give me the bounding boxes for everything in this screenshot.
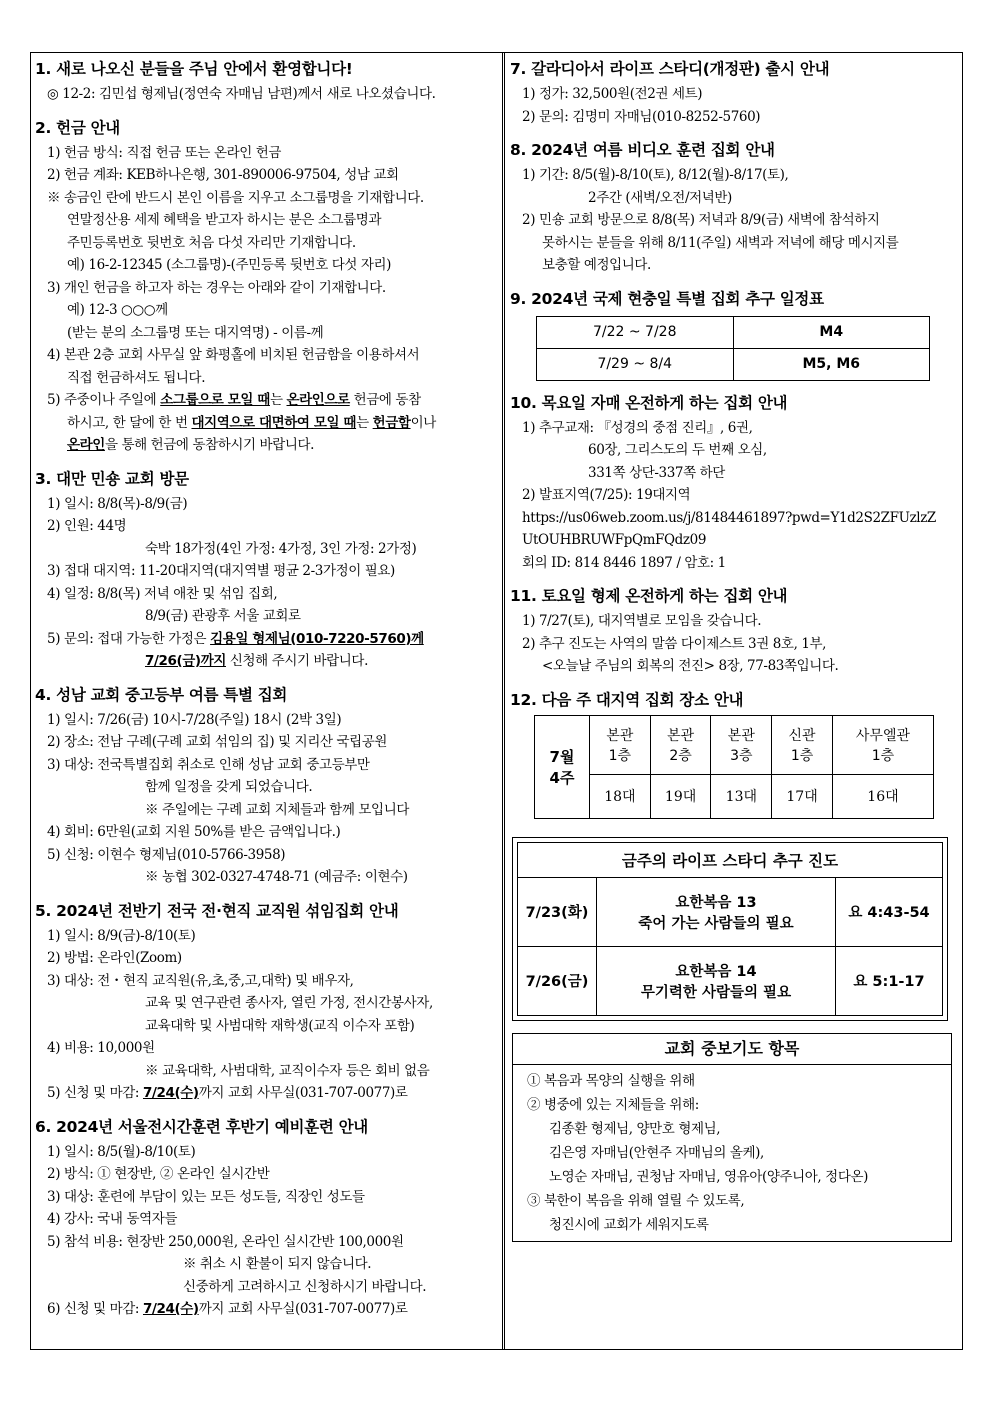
text-line: 2주간 (새벽/오전/저녁반) [588, 189, 732, 206]
text-line: 5) 주중이나 주일에 소그룹으로 모일 때는 온라인으로 헌금에 동참 [47, 392, 421, 408]
text-line: 5) 신청: 이현수 형제님(010-5766-3958) [47, 846, 286, 863]
text-line: 1) 일시: 8/8(목)-8/9(금) [47, 495, 188, 512]
text-line: 2) 인원: 44명 [47, 518, 127, 534]
table-row [537, 316, 930, 348]
section [35, 117, 493, 457]
section-title: 6. 2024년 서울전시간훈련 후반기 예비훈련 안내 [35, 1117, 368, 1136]
section [35, 684, 493, 889]
text-line: 2) 추구 진도는 사역의 말씀 다이제스트 3권 8호, 1부, [522, 635, 827, 652]
table-cell: M4 [733, 316, 930, 348]
text-line: ※ 농협 302-0327-4748-71 (예금주: 이현수) [145, 869, 408, 885]
venue-value: 19대 [650, 774, 711, 818]
venue-value: 13대 [711, 774, 772, 818]
text-line: https://us06web.zoom.us/j/81484461897?pwd=Y1d2S2ZFUzlzZ [522, 509, 936, 526]
text-line: 1) 추구교재: 『성경의 중점 진리』, 6권, [522, 419, 753, 436]
text-line: 노영순 자매님, 권청남 자매님, 영유아(양주니아, 정다온) [549, 1168, 868, 1185]
table-cell: 7/29 ~ 8/4 [537, 348, 734, 380]
text-line: 5) 문의: 접대 가능한 가정은 김용일 형제님(010-7220-5760)께 [47, 630, 424, 647]
schedule-table [536, 316, 930, 381]
section-title: 7. 갈라디아서 라이프 스타디(개정판) 출시 안내 [510, 60, 830, 78]
section-12 [510, 689, 956, 819]
table-cell: 7/22 ~ 7/28 [537, 316, 734, 348]
text-line: 청진시에 교회가 세워지도록 [549, 1216, 709, 1233]
table-row [535, 774, 934, 818]
text-line: ※ 교육대학, 사범대학, 교직이수자 등은 회비 없음 [145, 1062, 430, 1079]
text-line: 회의 ID: 814 8446 1897 / 암호: 1 [522, 554, 726, 571]
table-cell: M5, M6 [733, 348, 930, 380]
text-line: (받는 분의 소그룹명 또는 대지역명) - 이름-께 [67, 324, 324, 341]
section-11 [510, 585, 956, 678]
text-line: ③ 북한이 복음을 위해 열릴 수 있도록, [527, 1192, 745, 1209]
ls-ref: 요 4:43-54 [836, 877, 943, 946]
text-line: 온라인을 통해 헌금에 동참하시기 바랍니다. [67, 437, 315, 453]
table-row [518, 946, 943, 1015]
text-line: 331쪽 상단-337쪽 하단 [588, 464, 725, 481]
text-line: 교육대학 및 사범대학 재학생(교직 이수자 포함) [145, 1017, 415, 1034]
text-line: 2) 방식: ① 현장반, ② 온라인 실시간반 [47, 1166, 270, 1182]
text-line: 1) 일시: 8/9(금)-8/10(토) [47, 927, 196, 944]
section-title: 12. 다음 주 대지역 집회 장소 안내 [510, 690, 744, 709]
text-line: 주민등록번호 뒷번호 처음 다섯 자리만 기재합니다. [67, 234, 356, 251]
section-title: 11. 토요일 형제 온전하게 하는 집회 안내 [510, 587, 788, 605]
life-study-box [512, 837, 948, 1021]
text-line: 7/26(금)까지 신청해 주시기 바랍니다. [145, 653, 368, 669]
text-line: 60장, 그리스도의 두 번째 오심, [588, 442, 767, 458]
section-title: 10. 목요일 자매 온전하게 하는 집회 안내 [510, 393, 788, 412]
venue-value: 17대 [772, 774, 833, 818]
section-9 [510, 288, 956, 381]
venue-head: 사무엘관 1층 [832, 715, 933, 774]
text-line: 3) 대상: 전국특별집회 취소로 인해 성남 교회 중고등부만 [47, 756, 370, 773]
right-column [510, 58, 956, 1242]
section [35, 58, 493, 106]
section-title: 8. 2024년 여름 비디오 훈련 집회 안내 [510, 141, 775, 159]
table-row [518, 877, 943, 946]
life-study-title: 금주의 라이프 스타디 추구 진도 [518, 842, 943, 877]
text-line: 6) 신청 및 마감: 7/24(수)까지 교회 사무실(031-707-0077)로 [47, 1301, 408, 1317]
text-line: 함께 일정을 갖게 되었습니다. [145, 779, 313, 795]
week-cell: 7월 4주 [535, 715, 590, 818]
text-line: 2) 헌금 계좌: KEB하나은행, 301-890006-97504, 성남 교회 [47, 167, 399, 183]
text-line: 2) 방법: 온라인(Zoom) [47, 950, 182, 966]
text-line: 8/9(금) 관광후 서울 교회로 [145, 608, 301, 624]
section [35, 900, 493, 1105]
section-title: 3. 대만 민숑 교회 방문 [35, 469, 189, 488]
text-line: <오늘날 주님의 회복의 전진> 8장, 77-83쪽입니다. [542, 658, 839, 674]
text-line: 3) 개인 헌금을 하고자 하는 경우는 아래와 같이 기재합니다. [47, 279, 386, 296]
ls-date: 7/26(금) [518, 946, 597, 1015]
text-line: 5) 신청 및 마감: 7/24(수)까지 교회 사무실(031-707-0077)로 [47, 1085, 408, 1101]
text-line: 2) 발표지역(7/25): 19대지역 [522, 487, 691, 503]
left-column [35, 58, 493, 1332]
section-title: 4. 성남 교회 중고등부 여름 특별 집회 [35, 685, 288, 704]
text-line: ※ 취소 시 환불이 되지 않습니다. [183, 1256, 372, 1272]
text-line: 4) 본관 2층 교회 사무실 앞 화평홀에 비치된 헌금함을 이용하셔서 [47, 347, 420, 363]
ls-content: 요한복음 13 죽어 가는 사람들의 필요 [597, 877, 836, 946]
text-line: 4) 강사: 국내 동역자들 [47, 1211, 178, 1227]
column-divider [502, 52, 505, 1350]
section-title: 9. 2024년 국제 현충일 특별 집회 추구 일정표 [510, 289, 824, 308]
venue-head: 신관 1층 [772, 715, 833, 774]
text-line: 하시고, 한 달에 한 번 대지역으로 대면하여 모일 때는 헌금함이나 [67, 414, 436, 431]
section [35, 468, 493, 673]
text-line: 3) 대상: 훈련에 부담이 있는 모든 성도들, 직장인 성도들 [47, 1188, 365, 1205]
table-row [535, 715, 934, 774]
venue-value: 16대 [832, 774, 933, 818]
text-line: 4) 회비: 6만원(교회 지원 50%를 받은 금액입니다.) [47, 824, 341, 840]
text-line: 1) 헌금 방식: 직접 헌금 또는 온라인 헌금 [47, 144, 282, 161]
venue-head: 본관 3층 [711, 715, 772, 774]
venue-value: 18대 [590, 774, 651, 818]
section [510, 58, 956, 128]
text-line: 1) 일시: 7/26(금) 10시-7/28(주일) 18시 (2박 3일) [47, 711, 342, 728]
venue-table [534, 715, 934, 819]
text-line: 예) 16-2-12345 (소그룹명)-(주민등록 뒷번호 다섯 자리) [67, 257, 392, 273]
text-line: 2) 민숑 교회 방문으로 8/8(목) 저녁과 8/9(금) 새벽에 참석하지 [522, 212, 880, 228]
text-line: 김종환 형제님, 양만호 형제님, [549, 1120, 721, 1137]
table-row [537, 348, 930, 380]
text-line: UtOUHBRUWFpQmFQdz09 [522, 532, 707, 548]
prayer-title: 교회 중보기도 항목 [513, 1034, 951, 1065]
text-line: 1) 정가: 32,500원(전2권 세트) [522, 86, 703, 102]
text-line: ① 복음과 목양의 실행을 위해 [527, 1072, 695, 1089]
text-line: 직접 헌금하셔도 됩니다. [67, 369, 206, 386]
text-line: 4) 일정: 8/8(목) 저녁 애찬 및 섞임 집회, [47, 585, 278, 602]
text-line: 4) 비용: 10,000원 [47, 1040, 155, 1056]
text-line: 숙박 18가정(4인 가정: 4가정, 3인 가정: 2가정) [145, 540, 417, 557]
text-line: 연말정산용 세제 혜택을 받고자 하시는 분은 소그룹명과 [67, 212, 382, 228]
text-line: 못하시는 분들을 위해 8/11(주일) 새벽과 저녁에 해당 메시지를 [542, 234, 899, 251]
section-10 [510, 392, 956, 575]
section [510, 139, 956, 277]
prayer-box [512, 1033, 952, 1242]
text-line: ◎ 12-2: 김민섭 형제님(정연숙 자매님 남편)께서 새로 나오셨습니다. [47, 86, 436, 102]
ls-content: 요한복음 14 무기력한 사람들의 필요 [597, 946, 836, 1015]
section-title: 5. 2024년 전반기 전국 전·현직 교직원 섞임집회 안내 [35, 901, 399, 920]
ls-date: 7/23(화) [518, 877, 597, 946]
text-line: ② 병중에 있는 지체들을 위해: [527, 1096, 699, 1113]
text-line: 김은영 자매님(안현주 자매님의 올케), [549, 1144, 764, 1161]
text-line: 1) 기간: 8/5(월)-8/10(토), 8/12(월)-8/17(토), [522, 167, 789, 183]
life-study-table [517, 842, 943, 1016]
ls-ref: 요 5:1-17 [836, 946, 943, 1015]
prayer-list [513, 1065, 951, 1241]
venue-head: 본관 1층 [590, 715, 651, 774]
section-title: 1. 새로 나오신 분들을 주님 안에서 환영합니다! [35, 60, 353, 78]
text-line: 예) 12-3 ○○○께 [67, 302, 168, 318]
text-line: 신중하게 고려하시고 신청하시기 바랍니다. [183, 1278, 427, 1295]
text-line: 2) 장소: 전남 구례(구례 교회 섞임의 집) 및 지리산 국립공원 [47, 734, 388, 750]
section [35, 1116, 493, 1321]
text-line: ※ 주일에는 구례 교회 지체들과 함께 모입니다 [145, 801, 409, 818]
text-line: 5) 참석 비용: 현장반 250,000원, 온라인 실시간반 100,000원 [47, 1233, 404, 1250]
text-line: 교육 및 연구관련 종사자, 열린 가정, 전시간봉사자, [145, 995, 433, 1011]
text-line: ※ 송금인 란에 반드시 본인 이름을 지우고 소그룹명을 기재합니다. [47, 189, 424, 206]
text-line: 3) 대상: 전・현직 교직원(유,초,중,고,대학) 및 배우자, [47, 972, 354, 989]
text-line: 3) 접대 대지역: 11-20대지역(대지역별 평균 2-3가정이 필요) [47, 563, 395, 579]
text-line: 1) 일시: 8/5(월)-8/10(토) [47, 1143, 196, 1160]
text-line: 2) 문의: 김명미 자매님(010-8252-5760) [522, 108, 761, 125]
venue-head: 본관 2층 [650, 715, 711, 774]
text-line: 보충할 예정입니다. [542, 257, 651, 273]
text-line: 1) 7/27(토), 대지역별로 모임을 갖습니다. [522, 613, 762, 629]
section-title: 2. 헌금 안내 [35, 118, 120, 137]
